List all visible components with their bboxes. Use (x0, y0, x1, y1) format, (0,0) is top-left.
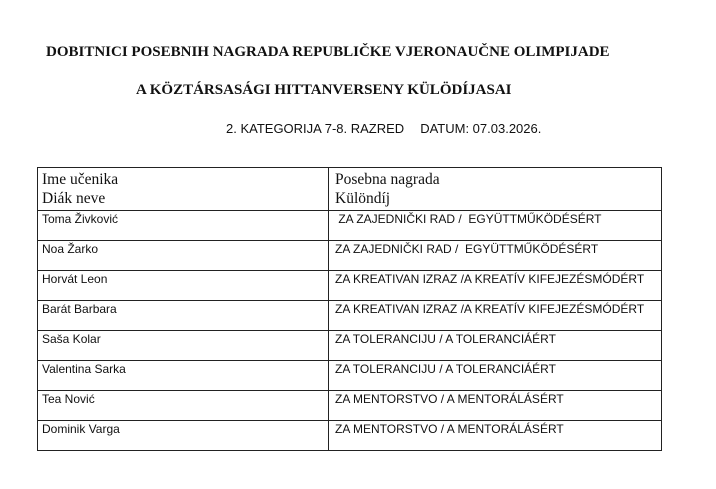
category-date-line (226, 121, 541, 136)
student-name-cell: Dominik Varga (38, 421, 329, 451)
page-title: DOBITNICI POSEBNIH NAGRADA REPUBLIČKE VJERONAUČNE OLIMPIJADE (46, 44, 610, 60)
student-name-cell: Valentina Sarka (38, 361, 329, 391)
table-row (38, 271, 662, 301)
student-name-cell: Horvát Leon (38, 271, 329, 301)
student-name-cell: Toma Živković (38, 211, 329, 241)
header-student-name (38, 168, 329, 211)
award-cell: ZA ZAJEDNIČKI RAD / EGYÜTTMŰKÖDÉSÉRT (329, 241, 662, 271)
award-cell: ZA TOLERANCIJU / A TOLERANCIÁÉRT (329, 361, 662, 391)
header-student-name-line1: Ime učenika (42, 171, 119, 188)
award-cell: ZA KREATIVAN IZRAZ /A KREATÍV KIFEJEZÉSMÓDÉRT (329, 301, 662, 331)
table-row (38, 331, 662, 361)
student-name-cell: Barát Barbara (38, 301, 329, 331)
category-label: 2. KATEGORIJA 7-8. RAZRED (226, 121, 405, 136)
table-row (38, 301, 662, 331)
award-cell: ZA ZAJEDNIČKI RAD / EGYÜTTMŰKÖDÉSÉRT (329, 211, 662, 241)
awards-table (37, 167, 662, 451)
page-subtitle: A KÖZTÁRSASÁGI HITTANVERSENY KÜLÖDÍJASAI (136, 82, 512, 98)
table-row (38, 391, 662, 421)
header-award (329, 168, 662, 211)
student-name-cell: Tea Nović (38, 391, 329, 421)
header-student-name-line2: Diák neve (42, 190, 106, 207)
table-row (38, 241, 662, 271)
student-name-cell: Saša Kolar (38, 331, 329, 361)
date-label: DATUM: 07.03.2026. (420, 121, 542, 136)
table-row (38, 421, 662, 451)
award-cell: ZA MENTORSTVO / A MENTORÁLÁSÉRT (329, 421, 662, 451)
header-award-line1: Posebna nagrada (335, 171, 440, 188)
table-row (38, 211, 662, 241)
table-header-row (38, 168, 662, 211)
header-award-line2: Különdíj (335, 190, 391, 207)
student-name-cell: Noa Žarko (38, 241, 329, 271)
table-row (38, 361, 662, 391)
award-cell: ZA MENTORSTVO / A MENTORÁLÁSÉRT (329, 391, 662, 421)
award-cell: ZA TOLERANCIJU / A TOLERANCIÁÉRT (329, 331, 662, 361)
award-cell: ZA KREATIVAN IZRAZ /A KREATÍV KIFEJEZÉSMÓDÉRT (329, 271, 662, 301)
